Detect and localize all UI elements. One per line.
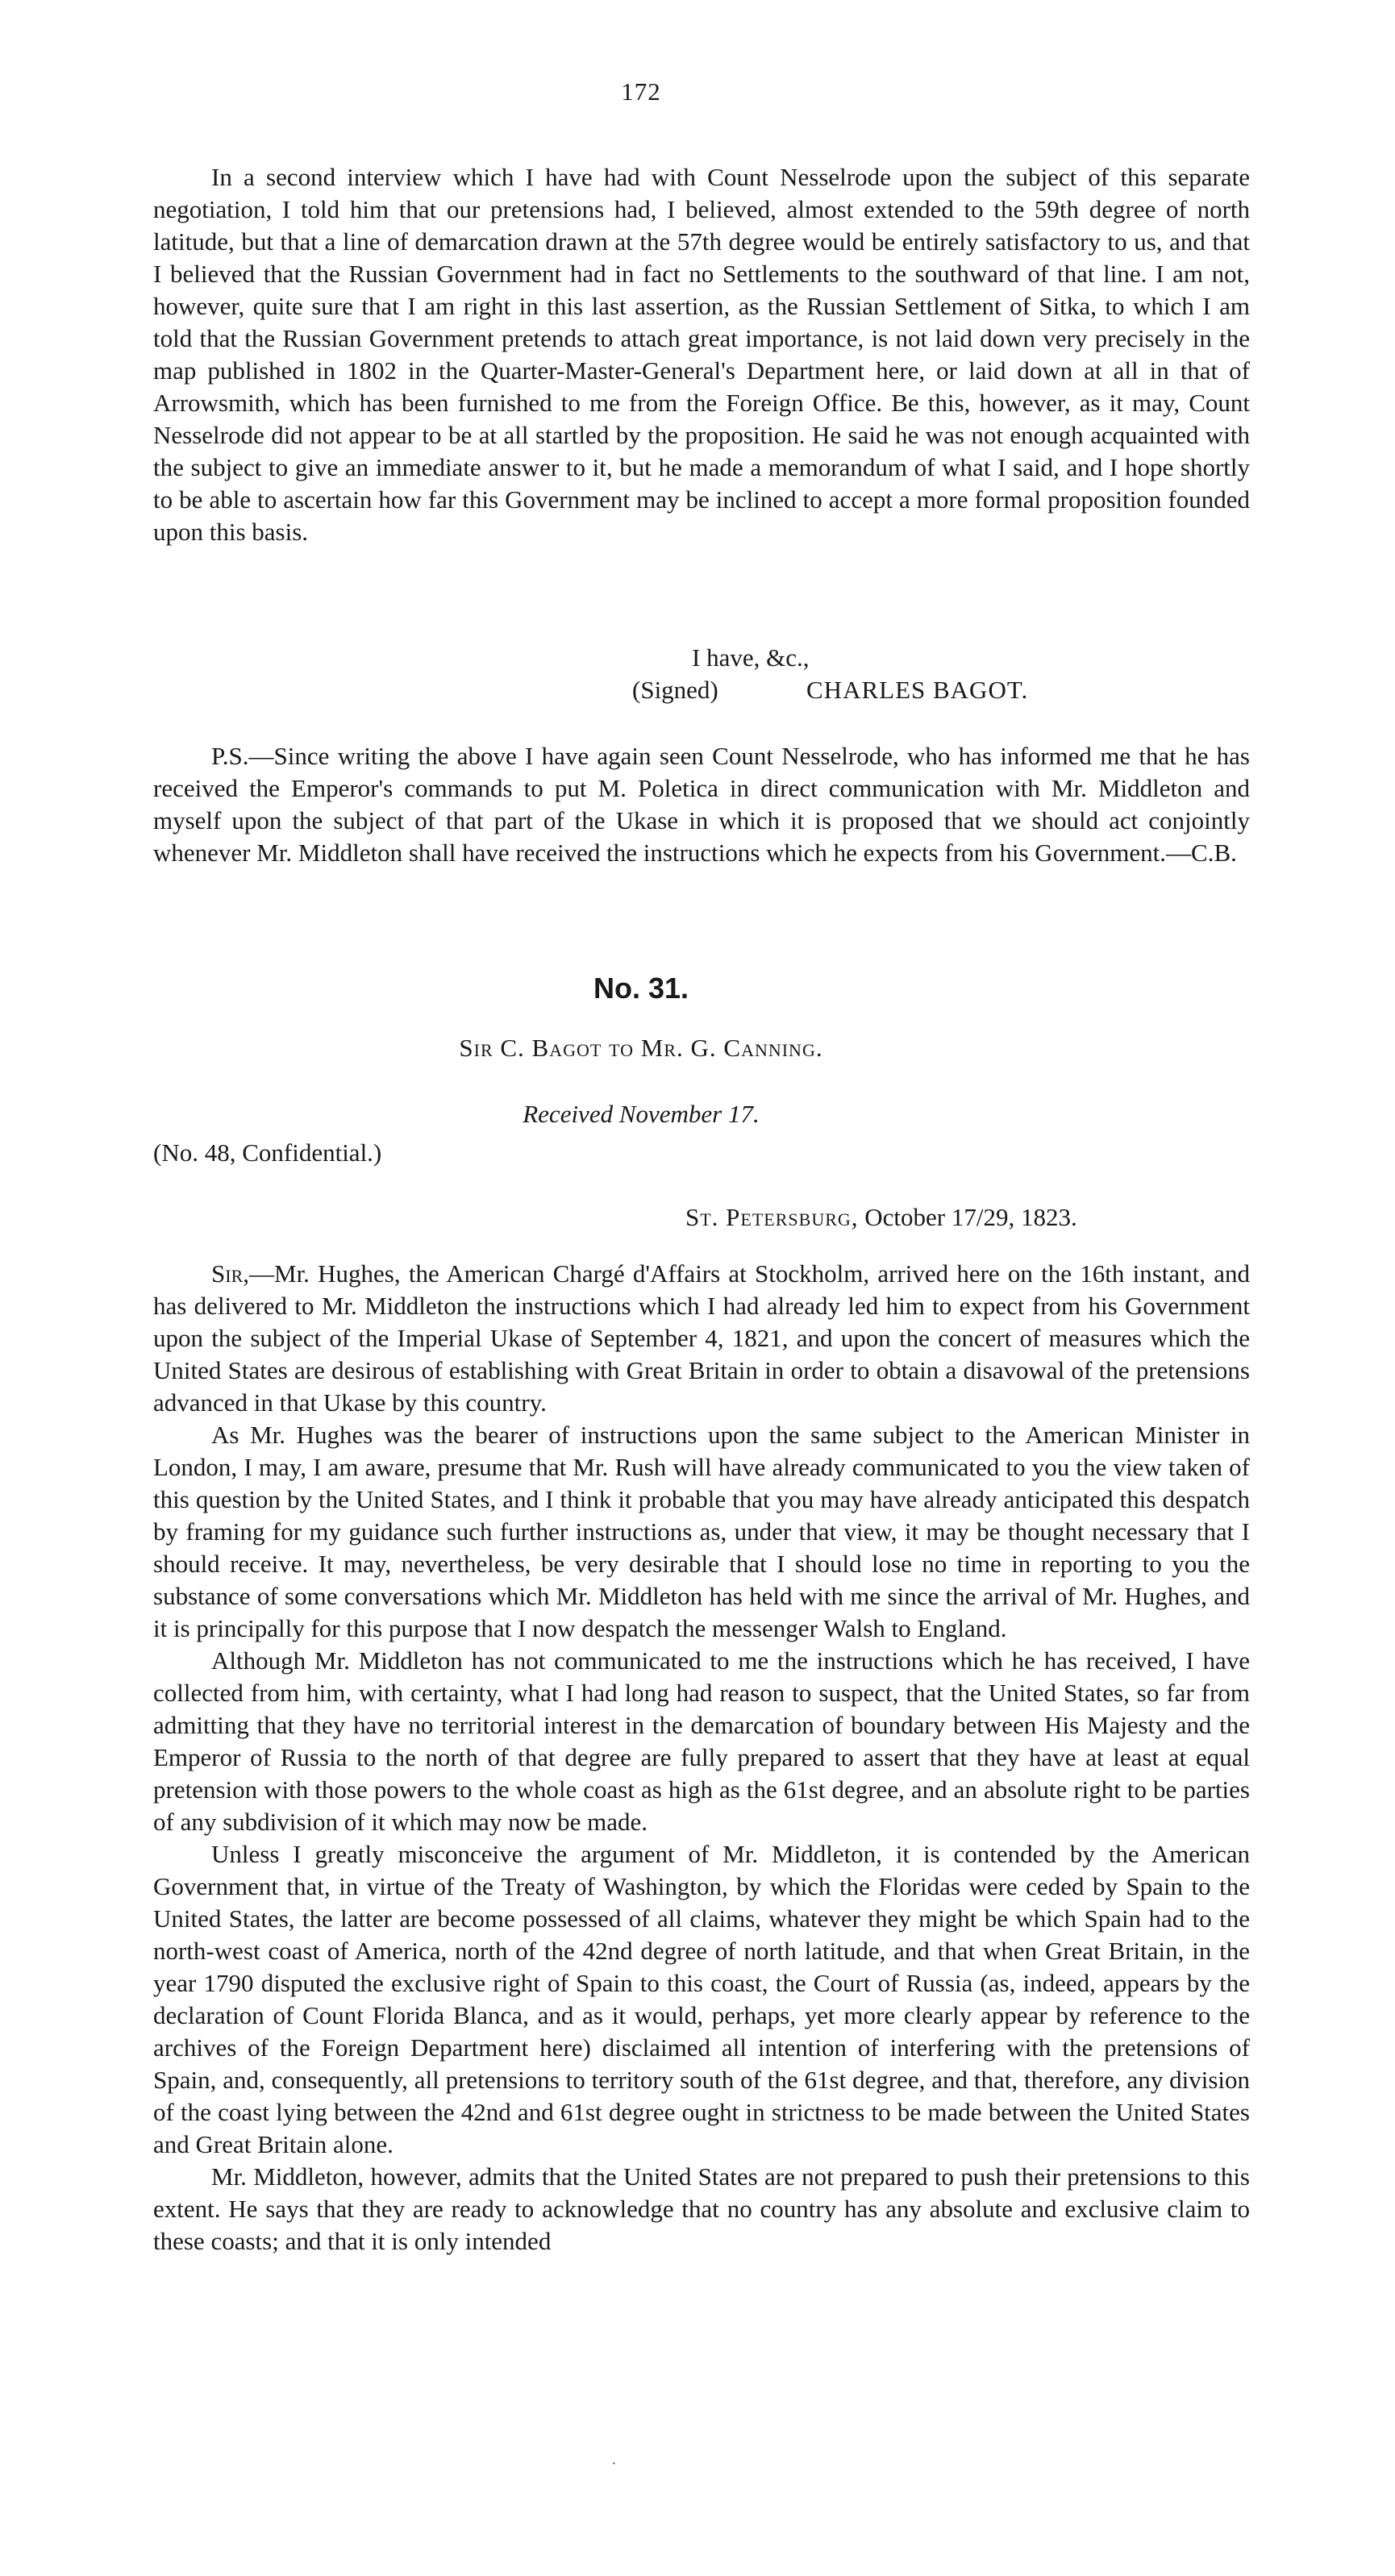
stray-mark: · [611, 2455, 617, 2473]
postscript-block [153, 740, 1250, 869]
paragraph-treaty-washington: Unless I greatly misconceive the argument of Mr. Middleton, it is contended by the American Government that, in virtue of the Treaty of Washington, by which the Floridas were ceded by Spain to the United States, the latter are become possessed of all claims, whatever they might be which Spain had to the north-west coast of America, north of the 42nd degree of north latitude, and that when Great Britain, in the year 1790 disputed the exclusive right of Spain to this coast, the Court of Russia (as, indeed, appears by the declaration of Count Florida Blanca, and as it would, perhaps, yet more clearly appear by reference to the archives of the Foreign Department here) disclaimed all intention of interfering with the pretensions of Spain, and, consequently, all pretensions to territory south of the 61st degree, and that, therefore, any division of the coast lying between the 42nd and 61st degree ought in strictness to be made between the United States and Great Britain alone. [153, 1840, 1250, 2158]
paragraph-nesselrode-interview: In a second interview which I have had with Count Nesselrode upon the subject of this separate negotiation, I told him that our pretensions had, I believed, almost extended to the 59th degree of north latitude, but that a line of demarcation drawn at the 57th degree would be entirely satisfactory to us, and that I believed that the Russian Government had in fact no Settlements to the southward of that line. I am not, however, quite sure that I am right in this last assertion, as the Russian Settlement of Sitka, to which I am told that the Russian Government pretends to attach great importance, is not laid down very precisely in the map published in 1802 in the Quarter-Master-General's Department here, or laid down at all in that of Arrowsmith, which has been furnished to me from the Foreign Office. Be this, however, as it may, Count Nesselrode did not appear to be at all startled by the proposition. He said he was not enough acquainted with the subject to give an immediate answer to it, but he made a memorandum of what I said, and I hope shortly to be able to ascertain how far this Government may be inclined to accept a more formal proposition founded upon this basis. [153, 163, 1250, 546]
dateline-place: St. Petersburg, [685, 1203, 859, 1231]
letter-heading: Sir C. Bagot to Mr. G. Canning. [459, 1034, 823, 1062]
letter-body-paragraph [153, 161, 1250, 548]
paragraph-territorial-interest: Although Mr. Middleton has not communicated to me the instructions which he has received, I have collected from him, with certainty, what I had long had reason to suspect, that the United States, so far from admitting that they have no territorial interest in the demarcation of boundary between His Majesty and the Emperor of Russia to the north of that degree are fully prepared to assert that they have at least at equal pretension with those powers to the whole coast as high as the 61st degree, and an absolute right to be parties of any subdivision of it which may now be made. [153, 1646, 1250, 1836]
document-number: No. 31. [593, 972, 689, 1005]
paragraph-rush-instructions: As Mr. Hughes was the bearer of instructions upon the same subject to the American Minister in London, I may, I am aware, presume that Mr. Rush will have already communicated to you the view taken of this question by the United States, and I think it probable that you may have already anticipated this despatch by framing for my guidance such further instructions as, under that view, it may be thought necessary that I should receive. It may, nevertheless, be very desirable that I should lose no time in reporting to you the substance of some conversations which Mr. Middleton has held with me since the arrival of Mr. Hughes, and it is principally for this purpose that I now despatch the messenger Walsh to England. [153, 1421, 1250, 1642]
paragraph-middleton-admits: Mr. Middleton, however, admits that the United States are not prepared to push their pretensions to this extent. He says that they are ready to acknowledge that no country has any absolute and exclusive claim to these coasts; and that it is only intended [153, 2162, 1250, 2255]
reference-number: (No. 48, Confidential.) [153, 1138, 382, 1167]
paragraph-hughes-arrival-text: —Mr. Hughes, the American Chargé d'Affairs at Stockholm, arrived here on the 16th instant, and has delivered to Mr. Middleton the instructions which I had already led him to expect from his Government upon the subject of the Imperial Ukase of September 4, 1821, and upon the concert of measures which the United States are desirous of establishing with Great Britain in order to obtain a disavowal of the pretensions advanced in that Ukase by this country. [153, 1259, 1250, 1417]
dateline [685, 1201, 1077, 1234]
dateline-date: October 17/29, 1823. [864, 1203, 1077, 1231]
closing-formula: I have, &c., [692, 643, 810, 672]
letter-main-body [153, 1258, 1250, 2258]
salutation: Sir, [211, 1259, 249, 1288]
page-number: 172 [621, 77, 661, 106]
paragraph-hughes-arrival [153, 1258, 1250, 1419]
received-date: Received November 17. [523, 1100, 760, 1128]
signature-name: CHARLES BAGOT. [806, 676, 1029, 704]
postscript-paragraph: P.S.—Since writing the above I have again seen Count Nesselrode, who has informed me that he has received the Emperor's commands to put M. Poletica in direct communication with Mr. Middleton and myself upon the subject of that part of the Ukase in which it is proposed that we should act conjointly whenever Mr. Middleton shall have received the instructions which he expects from his Government.—C.B. [153, 742, 1250, 867]
signed-label: (Signed) [632, 676, 718, 704]
